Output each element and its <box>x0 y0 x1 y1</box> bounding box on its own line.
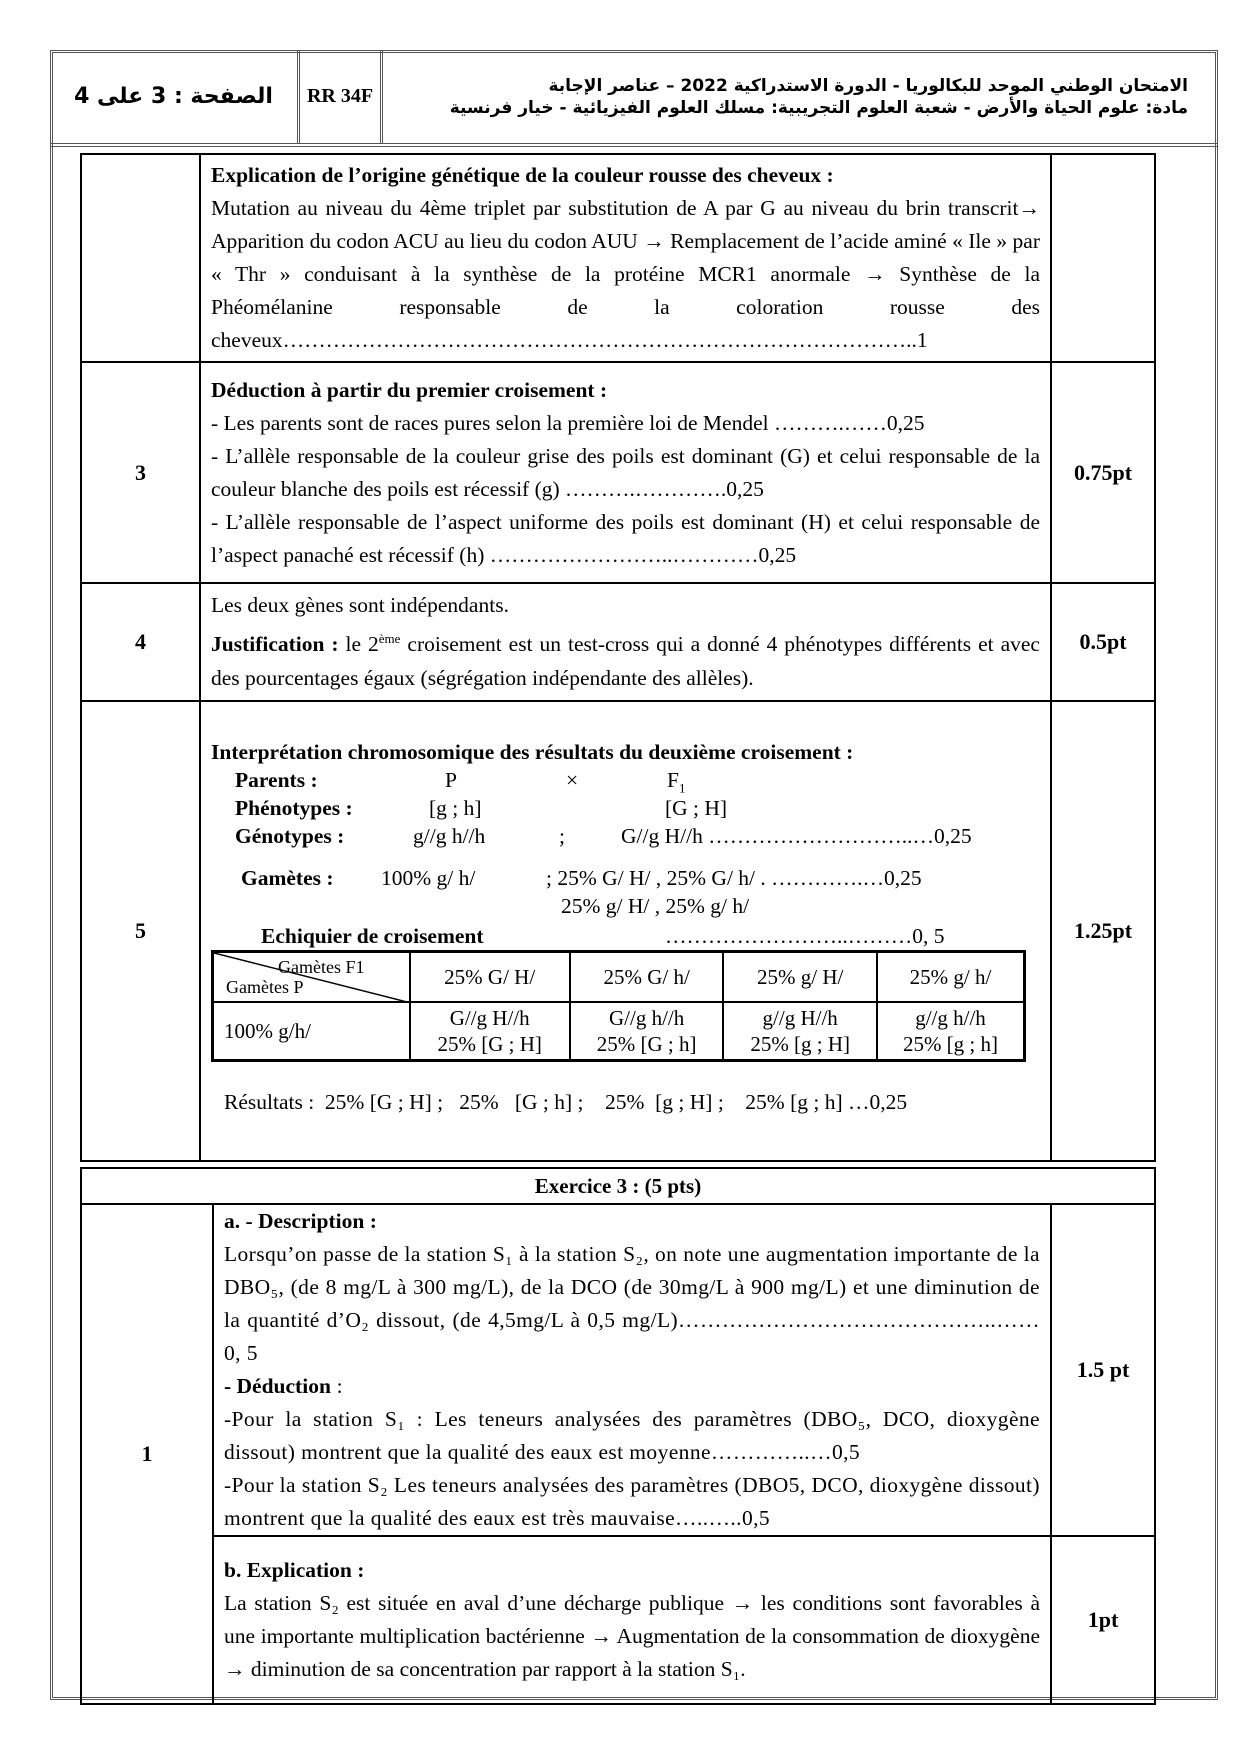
line: - L’allèle responsable de l’aspect uniforme des poils est dominant (H) et celui responsable de l’aspect panaché est récessif (h) ……………………..…………0,25 <box>211 509 1040 567</box>
section-heading: Déduction à partir du premier croisement : <box>211 377 608 402</box>
deduction-line: -Pour la station S₁ : Les teneurs analysées des paramètres (DBO₅, DCO, dioxygène dissout) montrent que la qualité des eaux est moyenne…………..…0,5 <box>224 1407 1040 1464</box>
explanation-text: La station S₂ est située en aval d’une décharge publique → les conditions sont favorables à une importante multiplication bactérienne → Augmentation de la consommation de dioxygène → diminution de sa concentration par rapport à la station S₁. <box>224 1591 1040 1681</box>
row-header: 100% g/h/ <box>213 1002 410 1061</box>
table-row <box>81 362 1155 583</box>
corner-cell: Gamètes F1 Gamètes P <box>213 952 410 1002</box>
line: Les deux gènes sont indépendants. <box>211 593 509 618</box>
page-header <box>50 50 1218 147</box>
title-line-1: الامتحان الوطني الموحد للبكالوريا - الدورة الاستدراكية 2022 – عناصر الإجابة <box>548 75 1188 96</box>
diagonal-line <box>214 953 411 1003</box>
section-heading: Explication de l’origine génétique de la couleur rousse des cheveux : <box>211 163 834 187</box>
line: - L’allèle responsable de la couleur grise des poils est dominant (G) et celui responsable de la couleur blanche des poils est récessif (g) ……….………….0,25 <box>211 443 1040 501</box>
column-header: 25% g/ H/ <box>723 952 877 1002</box>
points: 1.5 pt <box>1051 1204 1155 1536</box>
question-number: 3 <box>81 362 200 583</box>
justification: Justification : le 2ème croisement est un test-cross qui a donné 4 phénotypes différents et avec des pourcentages égaux (ségrégation indépendante des allèles). <box>211 631 1040 690</box>
cell: g//g H//h 25% [g ; H] <box>723 1002 877 1061</box>
section-heading: b. Explication : <box>224 1558 365 1582</box>
cell: G//g h//h 25% [G ; h] <box>570 1002 724 1061</box>
exercise-3-table <box>80 1167 1156 1705</box>
column-header: 25% g/ h/ <box>877 952 1025 1002</box>
section-heading: Interprétation chromosomique des résultats du deuxième croisement : <box>211 740 854 765</box>
cell: G//g H//h 25% [G ; H] <box>410 1002 570 1061</box>
question-number: 5 <box>81 701 200 1161</box>
deduction-line: -Pour la station S₂ Les teneurs analysées des paramètres (DBO5, DCO, dioxygène dissout) montrent que la qualité des eaux est très mauvaise…..…..0,5 <box>224 1473 1040 1530</box>
table-row: 1 a. - Description : Lorsqu’on passe de la station S₁ à la station S₂, on note une augmentation importante de la DBO₅, (de 8 mg/L à 300 mg/L), de la DCO (de 30mg/L à 900 mg/L) et une diminution de la quantité d’O₂ dissout, (de 4,5mg/L à 0,5 mg/L)……………………………………..……0, 5 - Déduction : -Pour la station S₁ : Les teneurs analysées des paramètres (DBO₅, DCO, dioxygène dissout) montrent que la qualité des eaux est moyenne…………..…0,5 -Pour la station S₂ Les teneurs analysées des paramètres (DBO5, DCO, dioxygène dissout) montrent que la qualité des eaux est très mauvaise…..…..0,5 1.5 pt <box>81 1204 1155 1536</box>
section-heading: a. - Description : <box>224 1209 377 1233</box>
question-number: 4 <box>81 583 200 701</box>
points: 1pt <box>1051 1536 1155 1704</box>
table-row <box>81 154 1155 362</box>
exam-code: RR 34F <box>300 50 383 143</box>
page-number: الصفحة : 3 على 4 <box>50 50 300 143</box>
table-row: 5 Interprétation chromosomique des résultats du deuxième croisement : Parents : P × $F_1$ Phénotypes : [g ; h] [G ; H] Génotypes : g//g h//h ; G//g H//h ………………………..…0,25 Gamètes : 100% g/ h/ ; 25% G/ H/ , 25% G/ h/ . ………….…0,25 25% g/ H/ , 25% g/ h/ Echiquier de croisement ……………………..………0, 5 Gamètes F1 Gamètes P 25% G/ H/ 25% G/ h/ 25% g/ H/ 25% g/ h/ 100% g/h/ G//g H//h 25% [G ; H] G//g h//h 25% [G ; h] g//g H//h 25% [g ; H] g//g h//h 25% [g ; h] Résultats : 25% [G ; H] ; 25% [G ; h] ; 25% [g ; H] ; 25% [g ; h] …0,25 1.25pt <box>81 701 1155 1161</box>
table-row <box>81 583 1155 701</box>
points: 0.75pt <box>1051 362 1155 583</box>
echiquier-label: Echiquier de croisement <box>261 924 484 949</box>
cell: g//g h//h 25% [g ; h] <box>877 1002 1025 1061</box>
punnett-square <box>211 950 1026 1062</box>
line: - Les parents sont de races pures selon la première loi de Mendel ……….……0,25 <box>211 410 925 435</box>
answer-table <box>80 153 1156 1162</box>
table-row <box>81 1536 1155 1704</box>
results: Résultats : 25% [G ; H] ; 25% [G ; h] ; 25% [g ; H] ; 25% [g ; h] …0,25 <box>224 1089 908 1114</box>
section-text: Mutation au niveau du 4ème triplet par substitution de A par G au niveau du brin transcrit→ Apparition du codon ACU au lieu du codon AUU → Remplacement de l’acide aminé « Ile » par « Thr » conduisant à la synthèse de la protéine MCR1 anormale → Synthèse de la Phéomélanine responsable de la coloration rousse des cheveux……………………………………………………………………………..1 <box>211 196 1040 352</box>
column-header: 25% G/ h/ <box>570 952 724 1002</box>
points: 1.25pt <box>1051 701 1155 1161</box>
question-number: 1 <box>81 1204 213 1704</box>
points: 0.5pt <box>1051 583 1155 701</box>
column-header: 25% G/ H/ <box>410 952 570 1002</box>
exam-title <box>383 50 1218 143</box>
exercise-title: Exercice 3 : (5 pts) <box>81 1168 1155 1204</box>
description-text: Lorsqu’on passe de la station S₁ à la station S₂, on note une augmentation importante de la DBO₅, (de 8 mg/L à 300 mg/L), de la DCO (de 30mg/L à 900 mg/L) et une diminution de la quantité d’O₂ dissout, (de 4,5mg/L à 0,5 mg/L)……………………………………..……0, 5 <box>224 1242 1040 1365</box>
title-line-2: مادة: علوم الحياة والأرض - شعبة العلوم التجريبية: مسلك العلوم الفيزيائية - خيار فرنسية <box>449 97 1188 118</box>
